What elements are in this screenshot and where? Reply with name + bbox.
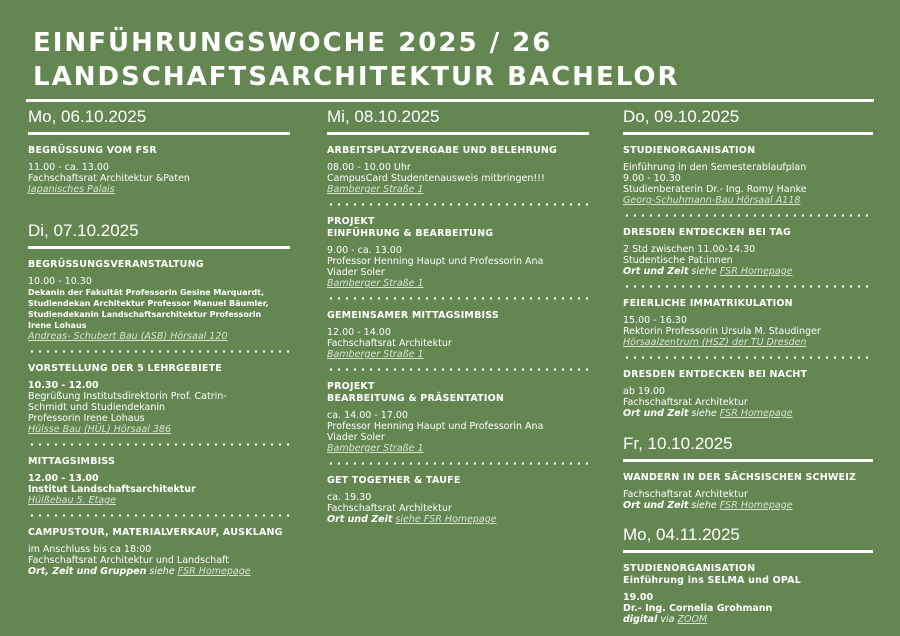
event-title: ARBEITSPLATZVERGABE UND BELEHRUNG <box>327 145 558 156</box>
event-location-link[interactable]: Bamberger Straße 1 <box>327 184 424 195</box>
event-title-label: PROJEKT <box>327 381 375 392</box>
event-title: GET TOGETHER & TAUFE <box>327 475 461 486</box>
day-divider <box>28 132 290 135</box>
event-host: Fachschaftsrat Architektur <box>623 489 748 500</box>
event-speaker: Studienberaterin Dr.- Ing. Romy Hanke <box>623 184 807 195</box>
day-divider <box>28 246 290 249</box>
event-time: 08.00 - 10.00 Uhr <box>327 162 411 173</box>
fsr-homepage-link[interactable]: siehe FSR Homepage <box>395 514 497 525</box>
event-location <box>623 500 873 511</box>
event-time: 2 Std zwischen 11.00-14.30 <box>623 244 756 255</box>
event-title: DRESDEN ENTDECKEN BEI TAG <box>623 227 792 238</box>
day-divider <box>327 132 589 135</box>
dotted-separator <box>623 285 873 288</box>
location-connector: siehe <box>688 266 720 277</box>
event-title: GEMEINSAMER MITTAGSIMBISS <box>327 310 499 321</box>
event-title: STUDIENORGANISATION <box>623 145 756 156</box>
dotted-separator <box>327 203 589 206</box>
location-label: Ort und Zeit <box>623 500 689 511</box>
event-time: 12.00 - 13.00 <box>28 473 99 484</box>
dotted-separator <box>327 297 589 300</box>
event-arbeitsplatzvergabe <box>327 145 589 195</box>
event-title: WANDERN IN DER SÄCHSISCHEN SCHWEIZ <box>623 472 857 483</box>
event-detail: Begrüßung Institutsdirektorin Prof. Catrin- <box>28 391 227 402</box>
event-host: Studentische Pat:innen <box>623 255 733 266</box>
event-title: FEIERLICHE IMMATRIKULATION <box>623 298 793 309</box>
event-title: BEARBEITUNG & PRÄSENTATION <box>327 393 505 404</box>
event-time: ca. 14.00 - 17.00 <box>327 410 408 421</box>
event-title: CAMPUSTOUR, MATERIALVERKAUF, AUSKLANG <box>28 527 283 538</box>
day-heading-tuesday: Di, 07.10.2025 <box>28 221 139 240</box>
event-studienorganisation <box>623 145 873 206</box>
event-location-link[interactable]: Japanisches Palais <box>28 184 115 195</box>
location-label: Ort und Zeit <box>327 514 393 525</box>
day-divider <box>623 550 873 553</box>
fsr-homepage-link[interactable]: FSR Homepage <box>719 500 793 511</box>
event-time: im Anschluss bis ca 18:00 <box>28 544 152 555</box>
location-label: Ort und Zeit <box>623 266 689 277</box>
location-label: digital <box>623 614 658 625</box>
column-wednesday <box>327 103 589 525</box>
event-speaker: Irene Lohaus <box>28 321 87 330</box>
event-title: BEGRÜSSUNG VOM FSR <box>28 145 157 156</box>
fsr-homepage-link[interactable]: FSR Homepage <box>177 566 251 577</box>
event-immatrikulation <box>623 298 873 348</box>
fsr-homepage-link[interactable]: FSR Homepage <box>719 266 793 277</box>
event-projekt-einfuehrung <box>327 216 589 289</box>
event-speaker: Studiendekanin Landschaftsarchitektur Professorin <box>28 310 262 319</box>
day-heading-thursday: Do, 09.10.2025 <box>623 107 740 126</box>
event-get-together <box>327 475 589 525</box>
dotted-separator <box>327 462 589 465</box>
event-title-label: PROJEKT <box>327 216 375 227</box>
event-time: 10.30 - 12.00 <box>28 380 99 391</box>
event-speaker: Dr.- Ing. Cornelia Grohmann <box>623 603 773 614</box>
event-time: 12.00 - 14.00 <box>327 327 391 338</box>
event-title: VORSTELLUNG DER 5 LEHRGEBIETE <box>28 363 222 374</box>
fsr-homepage-link[interactable]: FSR Homepage <box>719 408 793 419</box>
event-location <box>623 266 873 277</box>
event-location <box>327 514 589 525</box>
poster-title-line-2: LANDSCHAFTSARCHITEKTUR BACHELOR <box>33 62 680 92</box>
dotted-separator <box>28 443 290 446</box>
dotted-separator <box>623 356 873 359</box>
event-wandern <box>623 472 873 511</box>
column-thursday-friday-monday <box>623 103 873 625</box>
event-detail: CampusCard Studentenausweis mitbringen!!! <box>327 173 545 184</box>
location-connector: siehe <box>688 408 720 419</box>
event-detail: Einführung in den Semesterablaufplan <box>623 162 807 173</box>
event-speaker: Viader Soler <box>327 267 385 278</box>
poster-title-line-1: EINFÜHRUNGSWOCHE 2025 / 26 <box>33 28 553 58</box>
event-speaker: Studiendekan Architektur Professor Manuel Bäumler, <box>28 299 269 308</box>
column-monday-tuesday <box>28 103 290 577</box>
event-location <box>623 408 873 419</box>
event-subtitle: Einführung ins SELMA und OPAL <box>623 575 801 586</box>
zoom-link[interactable]: ZOOM <box>677 614 708 625</box>
event-detail: Schmidt und Studiendekanin <box>28 402 166 413</box>
location-connector: siehe <box>688 500 720 511</box>
event-host: Fachschaftsrat Architektur und Landschaft <box>28 555 229 566</box>
event-location <box>623 614 873 625</box>
event-time: ab 19.00 <box>623 386 666 397</box>
event-title: EINFÜHRUNG & BEARBEITUNG <box>327 228 494 239</box>
title-divider <box>26 99 874 102</box>
event-begruessung-fsr <box>28 145 290 195</box>
event-location-link[interactable]: Hülsse Bau (HÜL) Hörsaal 386 <box>28 424 172 435</box>
event-speaker: Dekanin der Fakultät Professorin Gesine Marquardt, <box>28 288 265 297</box>
event-speaker: Professor Henning Haupt und Professorin Ana <box>327 256 544 267</box>
event-time: 9.00 - 10.30 <box>623 173 681 184</box>
location-label: Ort und Zeit <box>623 408 689 419</box>
event-mittagsimbiss <box>28 456 290 506</box>
day-divider <box>623 459 873 462</box>
event-time: 11.00 - ca. 13.00 <box>28 162 109 173</box>
poster-title <box>33 26 679 94</box>
location-connector: siehe <box>146 566 178 577</box>
event-location-link[interactable]: Hörsaalzentrum (HSZ) der TU Dresden <box>623 337 807 348</box>
event-title: STUDIENORGANISATION <box>623 563 756 574</box>
event-begruessungsveranstaltung <box>28 259 290 342</box>
event-dresden-tag <box>623 227 873 277</box>
day-heading-monday-november: Mo, 04.11.2025 <box>623 525 740 544</box>
event-time: 10.00 - 10.30 <box>28 276 92 287</box>
dotted-separator <box>327 368 589 371</box>
event-location-link[interactable]: Bamberger Straße 1 <box>327 349 424 360</box>
event-lehrgebiete <box>28 363 290 435</box>
event-title: MITTAGSIMBISS <box>28 456 116 467</box>
event-time: 15.00 - 16.30 <box>623 315 687 326</box>
event-location-link[interactable]: Georg-Schuhmann-Bau Hörsaal A118 <box>623 195 801 206</box>
event-title: BEGRÜSSUNGSVERANSTALTUNG <box>28 259 204 270</box>
event-location-link[interactable]: Andreas- Schubert Bau (ASB) Hörsaal 120 <box>28 331 228 342</box>
dotted-separator <box>623 214 873 217</box>
day-divider <box>623 132 873 135</box>
event-host: Fachschaftsrat Architektur <box>327 503 452 514</box>
event-location <box>28 566 290 577</box>
event-location-link[interactable]: Bamberger Straße 1 <box>327 443 424 454</box>
day-heading-monday: Mo, 06.10.2025 <box>28 107 147 126</box>
event-title: DRESDEN ENTDECKEN BEI NACHT <box>623 369 808 380</box>
location-connector: via <box>657 614 678 625</box>
event-gemeinsamer-mittagsimbiss <box>327 310 589 360</box>
dotted-separator <box>28 350 290 353</box>
event-detail: Professorin Irene Lohaus <box>28 413 145 424</box>
event-host: Institut Landschaftsarchitektur <box>28 484 196 495</box>
day-heading-friday: Fr, 10.10.2025 <box>623 434 733 453</box>
day-heading-wednesday: Mi, 08.10.2025 <box>327 107 440 126</box>
dotted-separator <box>28 514 290 517</box>
event-dresden-nacht <box>623 369 873 419</box>
event-time: 19.00 <box>623 592 654 603</box>
event-speaker: Rektorin Professorin Ursula M. Staudinger <box>623 326 821 337</box>
event-speaker: Viader Soler <box>327 432 385 443</box>
event-campustour <box>28 527 290 577</box>
event-projekt-praesentation <box>327 381 589 454</box>
event-time: 9.00 - ca. 13.00 <box>327 245 402 256</box>
event-selma-opal <box>623 563 873 625</box>
location-label: Ort, Zeit und Gruppen <box>28 566 147 577</box>
event-location-link[interactable]: Hülßebau 5. Etage <box>28 495 117 506</box>
event-location-link[interactable]: Bamberger Straße 1 <box>327 278 424 289</box>
event-host: Fachschaftsrat Architektur <box>623 397 748 408</box>
event-host: Fachschaftsrat Architektur <box>327 338 452 349</box>
event-time: ca. 19.30 <box>327 492 372 503</box>
event-speaker: Professor Henning Haupt und Professorin Ana <box>327 421 544 432</box>
event-host: Fachschaftsrat Architektur &Paten <box>28 173 190 184</box>
